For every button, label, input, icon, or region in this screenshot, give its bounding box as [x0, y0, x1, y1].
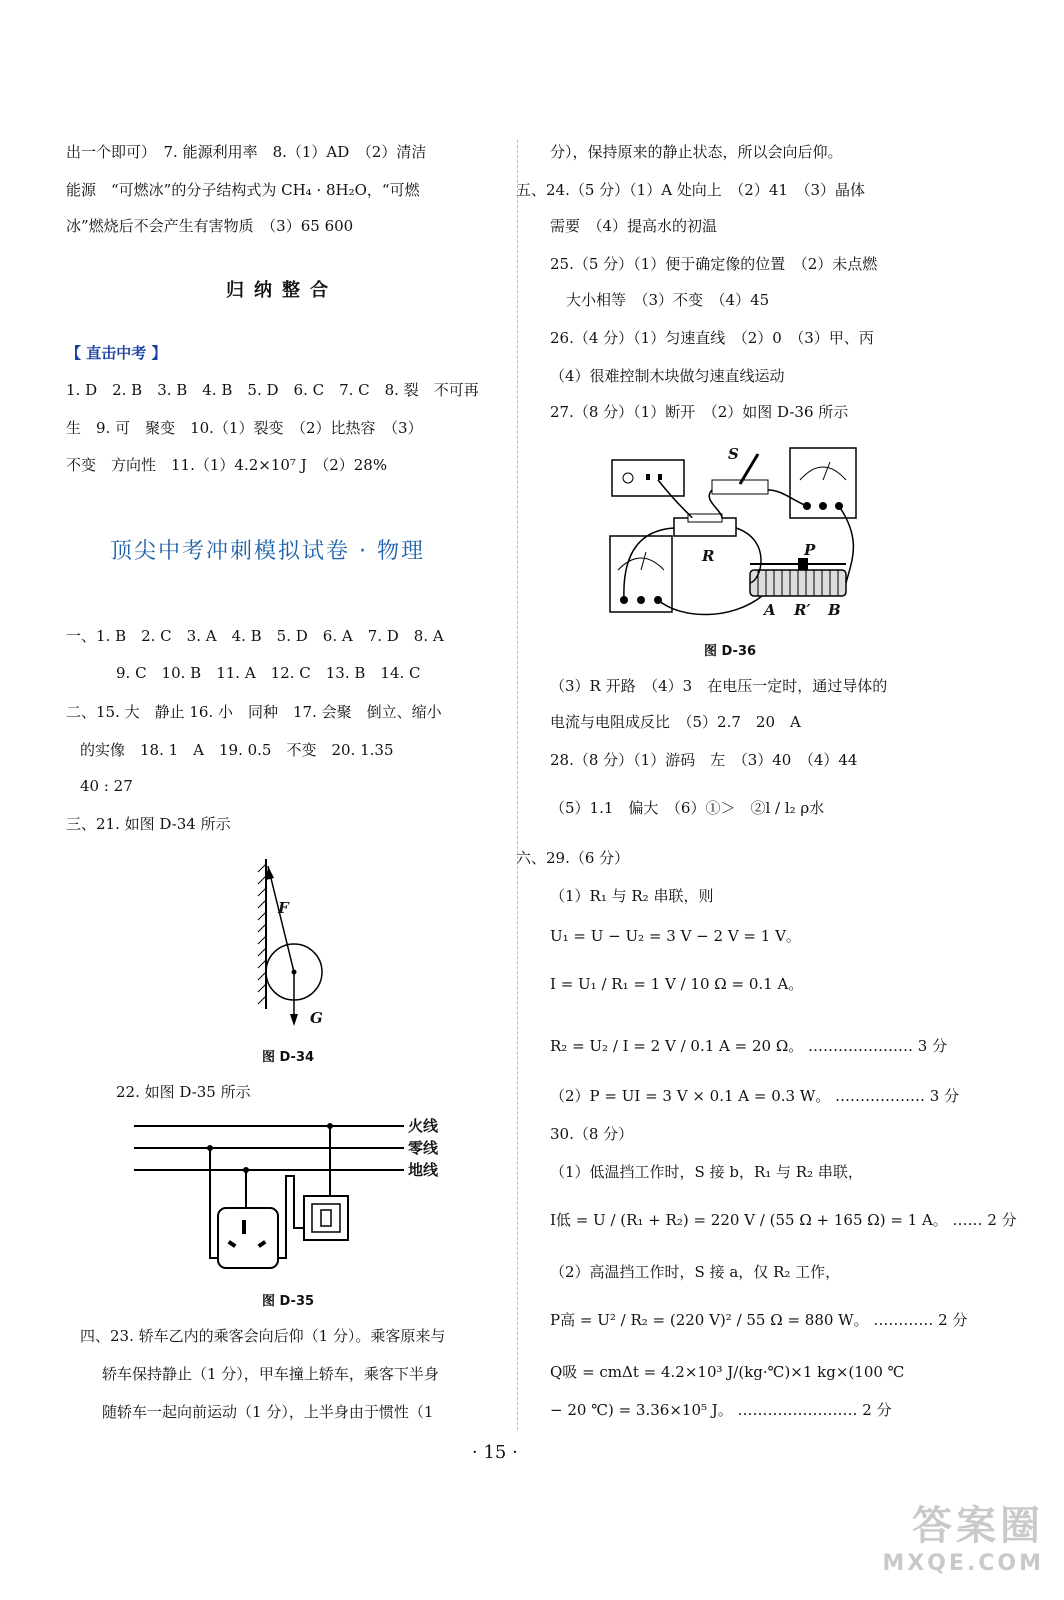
answer-line: 1. D 2. B 3. B 4. B 5. D 6. C 7. C 8. 裂 不可再 [66, 381, 479, 399]
answer-line: 四、23. 轿车乙内的乘客会向后仰（1 分）。乘客原来与 [80, 1327, 446, 1345]
exam-title: 顶尖中考冲刺模拟试卷 · 物理 [110, 539, 425, 564]
answer-line: 26.（4 分）（1）匀速直线 （2）0 （3）甲、丙 [550, 329, 874, 347]
figure-caption: 图 D-35 [262, 1294, 315, 1309]
watermark [882, 1494, 1044, 1576]
calc-line: （1）R₁ 与 R₂ 串联，则 [550, 887, 714, 905]
wire-label-live: 火线 [408, 1117, 439, 1135]
label-b: B [828, 601, 841, 619]
calc-line: （1）低温挡工作时，S 接 b，R₁ 与 R₂ 串联， [550, 1163, 863, 1181]
section-title: 归纳整合 [226, 280, 338, 301]
calc-line: R₂ = U₂ / I = 2 V / 0.1 A = 20 Ω。 ………………… 3 分 [550, 1037, 948, 1055]
label-r: R [702, 547, 715, 565]
force-label-g: G [310, 1009, 323, 1027]
answer-line: 不变 方向性 11.（1）4.2×10⁷ J （2）28% [66, 456, 388, 474]
calc-line: − 20 ℃) = 3.36×10⁵ J。 …………………… 2 分 [550, 1401, 892, 1419]
answer-line: 三、21. 如图 D-34 所示 [66, 815, 231, 833]
calc-line: I = U₁ / R₁ = 1 V / 10 Ω = 0.1 A。 [550, 975, 804, 993]
figure-d34 [246, 854, 396, 1034]
answer-line: 分），保持原来的静止状态，所以会向后仰。 [550, 143, 843, 161]
bracket-label: 【 直击中考 】 [66, 344, 167, 362]
answer-line: 27.（8 分）（1）断开 （2）如图 D-36 所示 [550, 403, 849, 421]
label-r-prime: R′ [794, 601, 811, 619]
label-a: A [764, 601, 776, 619]
text-line: 能源 “可燃冰”的分子结构式为 CH₄ · 8H₂O，“可燃 [66, 181, 420, 199]
figure-d36 [602, 440, 902, 630]
answer-line: 的实像 18. 1 A 19. 0.5 不变 20. 1.35 [80, 741, 394, 759]
force-label-f: F [278, 899, 289, 917]
calc-line: Q吸 = cmΔt = 4.2×10³ J/(kg·℃)×1 kg×(100 ℃ [550, 1363, 905, 1381]
answer-line: 28.（8 分）（1）游码 左 （3）40 （4）44 [550, 751, 858, 769]
answer-line: （4）很难控制木块做匀速直线运动 [550, 367, 785, 385]
answer-line: （5）1.1 偏大 （6）①＞ ②l / l₂ ρ水 [550, 799, 825, 817]
answer-line: （3）R 开路 （4）3 在电压一定时，通过导体的 [550, 677, 888, 695]
figure-d35 [134, 1116, 454, 1286]
text-line: 出一个即可） 7. 能源利用率 8.（1）AD （2）清洁 [66, 143, 427, 161]
answer-line: 随轿车一起向前运动（1 分），上半身由于惯性（1 [102, 1403, 434, 1421]
answer-line: 电流与电阻成反比 （5）2.7 20 A [550, 713, 801, 731]
answer-line: 一、1. B 2. C 3. A 4. B 5. D 6. A 7. D 8. A [66, 627, 444, 645]
answer-line: 轿车保持静止（1 分），甲车撞上轿车，乘客下半身 [102, 1365, 439, 1383]
calc-line: 30.（8 分） [550, 1125, 634, 1143]
answer-line: 40 : 27 [80, 777, 133, 795]
text-line: 冰”燃烧后不会产生有害物质 （3）65 600 [66, 217, 354, 235]
label-p: P [804, 541, 816, 559]
answer-line: 二、15. 大 静止 16. 小 同种 17. 会聚 倒立、缩小 [66, 703, 442, 721]
wire-label-neutral: 零线 [408, 1139, 439, 1157]
answer-line: 25.（5 分）（1）便于确定像的位置 （2）未点燃 [550, 255, 878, 273]
answer-line: 需要 （4）提高水的初温 [550, 217, 718, 235]
answer-line: 大小相等 （3）不变 （4）45 [566, 291, 770, 309]
wire-label-ground: 地线 [408, 1161, 439, 1179]
calc-line: 六、29.（6 分） [516, 849, 630, 867]
calc-line: P高 = U² / R₂ = (220 V)² / 55 Ω = 880 W。 ………… 2 分 [550, 1311, 968, 1329]
calc-line: U₁ = U − U₂ = 3 V − 2 V = 1 V。 [550, 927, 801, 945]
page-number: · 15 · [472, 1442, 518, 1463]
answer-line: 9. C 10. B 11. A 12. C 13. B 14. C [116, 664, 421, 682]
calc-line: I低 = U / (R₁ + R₂) = 220 V / (55 Ω + 165 Ω) = 1 A。 …… 2 分 [550, 1211, 1017, 1229]
figure-caption: 图 D-34 [262, 1050, 315, 1065]
column-divider [517, 140, 518, 1430]
calc-line: （2）高温挡工作时，S 接 a，仅 R₂ 工作， [550, 1263, 841, 1281]
watermark-bottom: MXQE.COM [882, 1551, 1044, 1576]
question-line: 22. 如图 D-35 所示 [116, 1083, 251, 1101]
label-s: S [728, 445, 739, 463]
answer-line: 生 9. 可 聚变 10.（1）裂变 （2）比热容 （3） [66, 419, 423, 437]
calc-line: （2）P = UI = 3 V × 0.1 A = 0.3 W。 ……………… 3 分 [550, 1087, 960, 1105]
figure-caption: 图 D-36 [704, 644, 757, 659]
watermark-top: 答案圈 [912, 1503, 1044, 1549]
answer-line: 五、24.（5 分）（1）A 处向上 （2）41 （3）晶体 [516, 181, 865, 199]
